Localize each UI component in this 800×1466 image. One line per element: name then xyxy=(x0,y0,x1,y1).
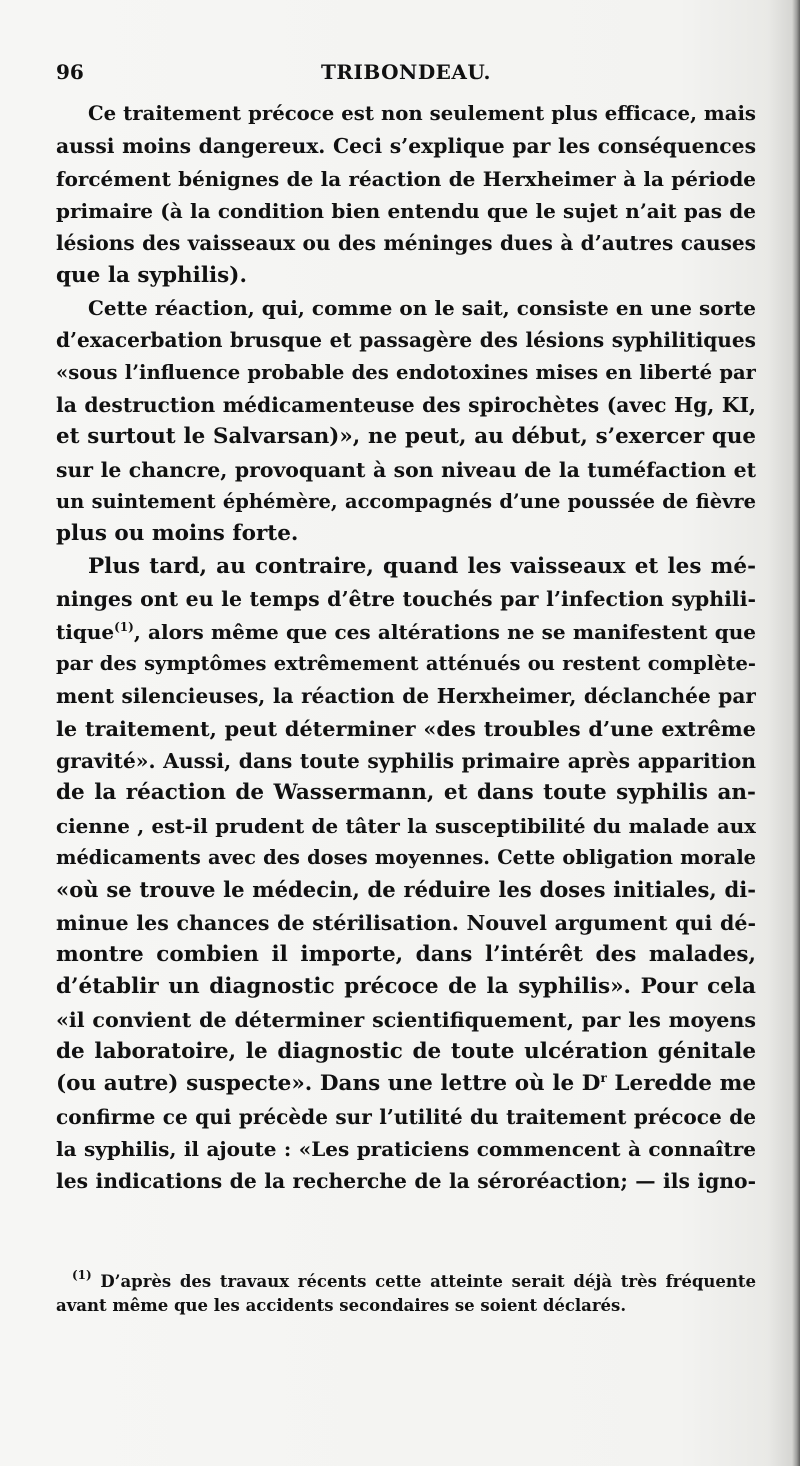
footnotes xyxy=(56,1270,756,1318)
line-text: montre combien il importe, dans l’intérêt des malades, xyxy=(56,941,756,967)
line-text: la syphilis, il ajoute : «Les praticiens commencent à connaître xyxy=(56,1137,756,1161)
footnote-line xyxy=(56,1294,756,1318)
body-text xyxy=(56,98,756,1198)
text-line xyxy=(56,713,756,745)
text-line xyxy=(56,616,756,648)
text-line xyxy=(56,745,756,777)
line-text: cienne , est-il prudent de tâter la susceptibilité du malade aux xyxy=(56,813,756,838)
page-edge-shadow xyxy=(792,0,800,1466)
line-text: de laboratoire, le diagnostic de toute ulcération génitale xyxy=(56,1038,756,1064)
line-text: d’établir un diagnostic précoce de la syphilis». Pour cela xyxy=(56,974,756,1000)
text-line xyxy=(56,130,756,162)
text-line xyxy=(56,1133,756,1165)
line-text: plus ou moins forte. xyxy=(56,521,299,547)
line-text: par des symptômes extrêmement atténués ou restent complète- xyxy=(56,651,756,675)
text-line xyxy=(56,389,756,421)
line-text: de la réaction de Wassermann, et dans toute syphilis an- xyxy=(56,780,756,806)
text-line xyxy=(56,1036,756,1068)
text-line xyxy=(56,421,756,453)
footnote-reference: (1) xyxy=(114,619,134,634)
text-line xyxy=(56,907,756,939)
line-text: aussi moins dangereux. Ceci s’explique par les conséquences xyxy=(56,134,756,159)
line-text: la destruction médicamenteuse des spirochètes (avec Hg, KI, xyxy=(56,393,756,418)
line-text: minue les chances de stérilisation. Nouvel argument qui dé- xyxy=(56,910,756,935)
text-line xyxy=(56,551,756,583)
line-text: tique xyxy=(56,619,115,644)
text-line xyxy=(56,842,756,874)
text-line xyxy=(56,583,756,615)
text-line xyxy=(56,260,756,292)
line-text: Ce traitement précoce est non seulement plus efficace, mais xyxy=(88,102,756,125)
line-text: «où se trouve le médecin, de réduire les doses initiales, di- xyxy=(56,877,756,903)
line-text: D’après des travaux récents cette atteinte serait déjà très fréquente xyxy=(91,1272,756,1291)
line-text: d’exacerbation brusque et passagère des lésions syphilitiques xyxy=(56,328,756,353)
text-line xyxy=(56,874,756,906)
line-text: Plus tard, au contraire, quand les vaisseaux et les mé- xyxy=(88,553,756,579)
text-line xyxy=(56,324,756,356)
text-line xyxy=(56,486,756,518)
page-number: 96 xyxy=(56,60,84,84)
text-line xyxy=(56,680,756,712)
line-text-continued: , alors même que ces altérations ne se manifestent que xyxy=(133,619,756,644)
line-text: le traitement, peut déterminer «des troubles d’une extrême xyxy=(56,715,756,741)
text-line xyxy=(56,777,756,809)
text-line xyxy=(56,1101,756,1133)
text-line xyxy=(56,163,756,195)
line-text: gravité». Aussi, dans toute syphilis primaire après apparition xyxy=(56,748,756,773)
text-line xyxy=(56,518,756,550)
line-text: forcément bénignes de la réaction de Herxheimer à la période xyxy=(56,166,756,191)
line-text: avant même que les accidents secondaires se soient déclarés. xyxy=(56,1296,627,1315)
text-line xyxy=(56,939,756,971)
footnote-marker: (1) xyxy=(72,1270,92,1282)
line-text: Cette réaction, qui, comme on le sait, consiste en une sorte xyxy=(88,296,756,321)
text-line xyxy=(56,357,756,389)
text-line xyxy=(56,648,756,680)
running-head: TRIBONDEAU. xyxy=(320,60,491,84)
line-text: ment silencieuses, la réaction de Herxheimer, déclanchée par xyxy=(56,684,756,709)
text-line xyxy=(56,810,756,842)
text-line xyxy=(56,971,756,1003)
line-text: «sous l’influence probable des endotoxines mises en liberté par xyxy=(56,360,756,384)
text-line xyxy=(56,195,756,227)
text-line xyxy=(56,227,756,259)
line-text: un suintement éphémère, accompagnés d’une poussée de fièvre xyxy=(56,490,756,514)
text-line xyxy=(56,454,756,486)
line-text: ninges ont eu le temps d’être touchés par l’infection syphili- xyxy=(56,587,756,612)
text-line xyxy=(56,98,756,130)
line-text: que la syphilis). xyxy=(56,262,247,288)
page-header xyxy=(56,60,756,90)
line-text: sur le chancre, provoquant à son niveau de la tuméfaction et xyxy=(56,457,756,482)
line-text: lésions des vaisseaux ou des méninges dues à d’autres causes xyxy=(56,231,756,256)
line-text: les indications de la recherche de la séroréaction; — ils igno- xyxy=(56,1169,756,1194)
text-line xyxy=(56,292,756,324)
line-text: (ou autre) suspecte». Dans une lettre où le D xyxy=(56,1071,601,1097)
line-text: confirme ce qui précède sur l’utilité du traitement précoce de xyxy=(56,1104,756,1129)
line-text: et surtout le Salvarsan)», ne peut, au début, s’exercer que xyxy=(56,424,756,450)
footnote-line xyxy=(56,1270,756,1294)
text-line xyxy=(56,1068,756,1100)
line-text: primaire (à la condition bien entendu que le sujet n’ait pas de xyxy=(56,199,756,224)
text-line xyxy=(56,1004,756,1036)
superscript: r xyxy=(600,1071,607,1086)
line-text: médicaments avec des doses moyennes. Cette obligation morale xyxy=(56,845,756,869)
line-text-continued: Leredde me xyxy=(606,1071,756,1097)
line-text: «il convient de déterminer scientifiquement, par les moyens xyxy=(56,1007,756,1032)
text-line xyxy=(56,1165,756,1197)
